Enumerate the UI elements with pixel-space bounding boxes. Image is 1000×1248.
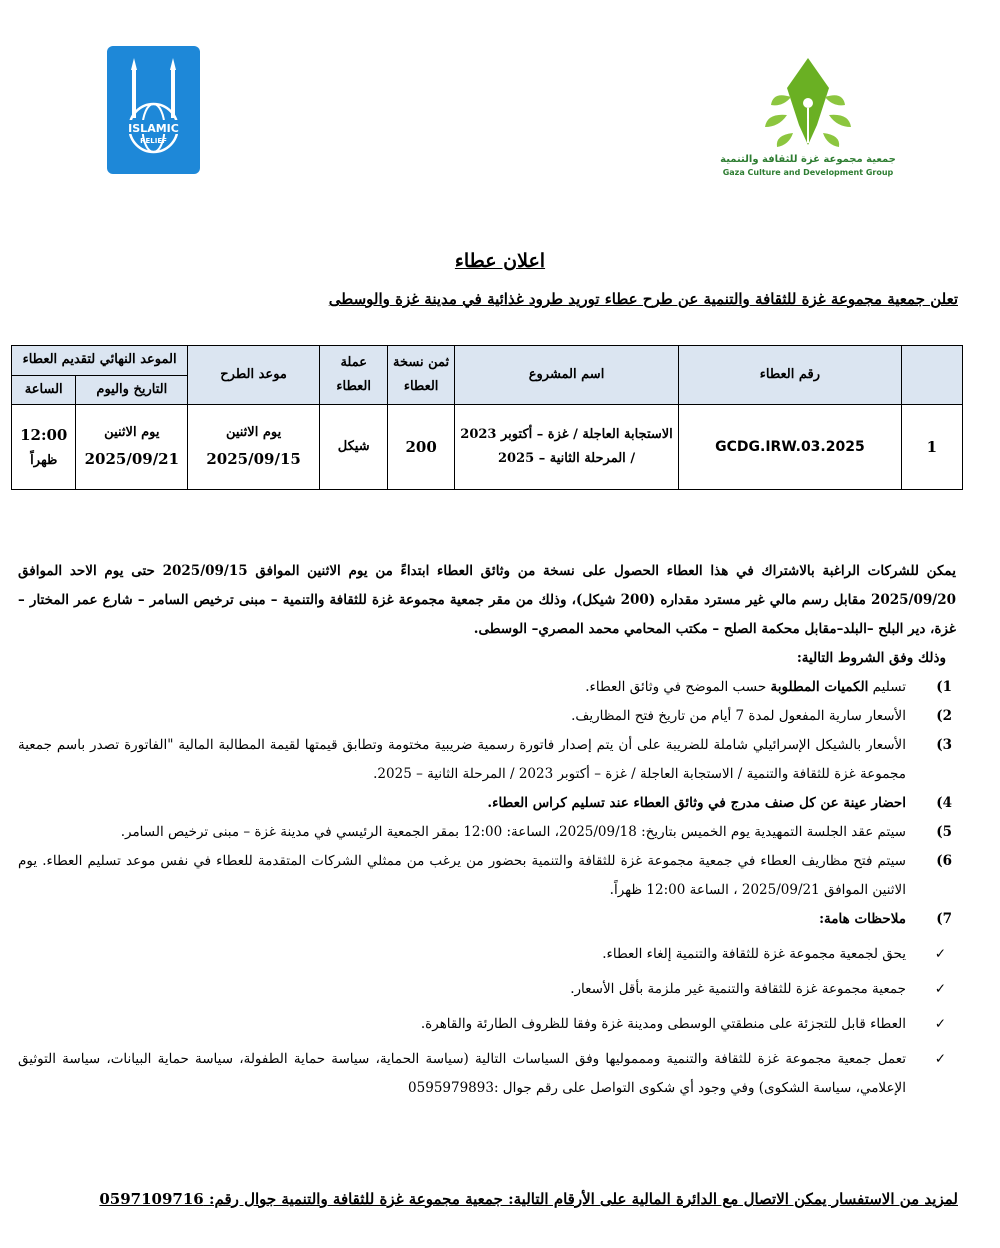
intro-paragraph: يمكن للشركات الراغبة بالاشتراك في هذا العطاء الحصول على نسخة من وثائق العطاء ابتداءً من يوم الاثنين الموافق 2025/09/15 حتى يوم الاحد الموافق 2025/09/20 مقابل رسم مالي غير مسترد مقداره (200 شيكل)، وذلك من مقر جمعية مجموعة غزة للثقافة والتنمية – مبنى ترخيص السامر – شارع عمر المختار – غزة، دير البلح –البلد–مقابل محكمة الصلح – مكتب المحامي محمد المصري– الوسطى.: [18, 563, 956, 637]
condition-text-pre: تسليم: [868, 679, 906, 695]
condition-number: 3): [936, 737, 952, 753]
condition-number: 4): [936, 795, 952, 811]
note-item: [18, 1045, 956, 1103]
cell-deadline-time: [12, 405, 76, 490]
header-currency: عملة العطاء: [320, 346, 388, 405]
page-title: اعلان عطاء: [454, 250, 546, 272]
cell-copy-price: 200: [388, 405, 454, 490]
condition-item-4: [18, 789, 956, 818]
condition-text: سيتم فتح مظاريف العطاء في جمعية مجموعة غزة للثقافة والتنمية بحضور من يرغب من ممثلي الشركات المتقدمة للعطاء في نفس موعد تسليم العطاء. يوم الاثنين الموافق 2025/09/21 ، الساعة 12:00 ظهراً.: [18, 853, 906, 898]
condition-text-bold: ملاحظات هامة:: [819, 911, 906, 927]
header-time: الساعة: [12, 375, 76, 405]
check-icon: ✓: [934, 1051, 946, 1067]
tender-body: [18, 557, 956, 1103]
cell-opening-date: [188, 405, 320, 490]
cell-opening-date-text: 2025/09/15: [206, 450, 301, 469]
check-icon: ✓: [934, 1016, 946, 1032]
condition-item-5: [18, 818, 956, 847]
cell-project-name: الاستجابة العاجلة / غزة – أكتوبر 2023 / المرحلة الثانية – 2025: [454, 405, 678, 490]
condition-text: سيتم عقد الجلسة التمهيدية يوم الخميس بتاريخ: 2025/09/18، الساعة: 12:00 بمقر الجمعية الرئيسي في مدينة غزة – مبنى ترخيص السامر.: [120, 824, 906, 840]
condition-text: الأسعار سارية المفعول لمدة 7 أيام من تاريخ فتح المظاريف.: [571, 708, 906, 724]
note-text: يحق لجمعية مجموعة غزة للثقافة والتنمية إلغاء العطاء.: [602, 946, 906, 962]
header-index: [901, 346, 962, 405]
condition-item-6: [18, 847, 956, 905]
condition-text: الأسعار بالشيكل الإسرائيلي شاملة للضريبة على أن يتم إصدار فاتورة رسمية ضريبية مختومة وتطابق قيمتها لقيمة المطالبة المالية "الفاتورة تصدر باسم جمعية مجموعة غزة للثقافة والتنمية / الاستجابة العاجلة / غزة – أكتوبر 2023 / المرحلة الثانية – 2025.: [18, 737, 906, 782]
tender-table: [11, 345, 963, 490]
condition-number: 1): [936, 679, 952, 695]
condition-item-3: [18, 731, 956, 789]
check-icon: ✓: [934, 981, 946, 997]
header-deadline: الموعد النهائي لتقديم العطاء: [12, 346, 188, 376]
condition-item-2: [18, 702, 956, 731]
note-text: تعمل جمعية مجموعة غزة للثقافة والتنمية وممموليها وفق السياسات التالية (سياسة الحماية، سياسة حماية الطفولة، سياسة حماية البيانات، سياسة التوثيق الإعلامي، سياسة الشكوى) وفي وجود أي شكوى التواصل على رقم جوال :0595979893: [18, 1051, 906, 1096]
condition-text-post: حسب الموضح في وثائق العطاء.: [585, 679, 771, 695]
condition-text-bold: احضار عينة عن كل صنف مدرج في وثائق العطاء عند تسليم كراس العطاء.: [487, 795, 906, 811]
cell-deadline-date-text: 2025/09/21: [84, 450, 180, 469]
cell-deadline-date: [76, 405, 188, 490]
page-subtitle: تعلن جمعية مجموعة غزة للثقافة والتنمية عن طرح عطاء توريد طرود غذائية في مدينة غزة والوسطى: [328, 290, 958, 308]
cell-deadline-day-text: يوم الاثنين: [104, 424, 160, 440]
cell-tender-no: GCDG.IRW.03.2025: [679, 405, 901, 490]
gaza-culture-logo-english: Gaza Culture and Development Group: [722, 168, 894, 177]
header-tender-no: رقم العطاء: [679, 346, 901, 405]
note-item: [18, 1010, 956, 1039]
condition-number: 7): [936, 911, 952, 927]
header-opening-date: موعد الطرح: [188, 346, 320, 405]
contact-footer: لمزيد من الاستفسار يمكن الاتصال مع الدائرة المالية على الأرقام التالية: جمعية مجموعة غزة للثقافة والتنمية جوال رقم: 0597109716: [99, 1190, 958, 1208]
cell-deadline-period-text: ظهراً: [30, 453, 58, 469]
gaza-culture-logo-arabic: جمعية مجموعة غزة للثقافة والتنمية: [720, 154, 896, 165]
condition-number: 6): [936, 853, 952, 869]
condition-number: 5): [936, 824, 952, 840]
condition-item-1: [18, 673, 956, 702]
note-text: جمعية مجموعة غزة للثقافة والتنمية غير ملزمة بأقل الأسعار.: [570, 981, 906, 997]
condition-number: 2): [936, 708, 952, 724]
condition-item-7: [18, 905, 956, 934]
islamic-relief-logo-text: ISLAMIC: [128, 122, 179, 135]
cell-deadline-time-text: 12:00: [20, 425, 68, 444]
cell-opening-day-text: يوم الاثنين: [225, 424, 282, 440]
check-icon: ✓: [934, 946, 946, 962]
header-date-day: التاريخ واليوم: [76, 375, 188, 405]
gaza-culture-logo: [713, 55, 903, 185]
header-project-name: اسم المشروع: [454, 346, 678, 405]
note-text: العطاء قابل للتجزئة على منطقتي الوسطى ومدينة غزة وفقا للظروف الطارئة والقاهرة.: [420, 1016, 906, 1032]
cell-currency: شيكل: [320, 405, 388, 490]
header-copy-price: ثمن نسخة العطاء: [388, 346, 454, 405]
islamic-relief-logo-subtext: RELIEF: [140, 137, 167, 145]
condition-text-bold: الكميات المطلوبة: [770, 679, 869, 695]
note-item: [18, 975, 956, 1004]
cell-index: 1: [901, 405, 962, 490]
islamic-relief-logo: [107, 46, 200, 174]
note-item: [18, 940, 956, 969]
table-row: [12, 405, 963, 490]
conditions-lead: وذلك وفق الشروط التالية:: [796, 650, 946, 666]
